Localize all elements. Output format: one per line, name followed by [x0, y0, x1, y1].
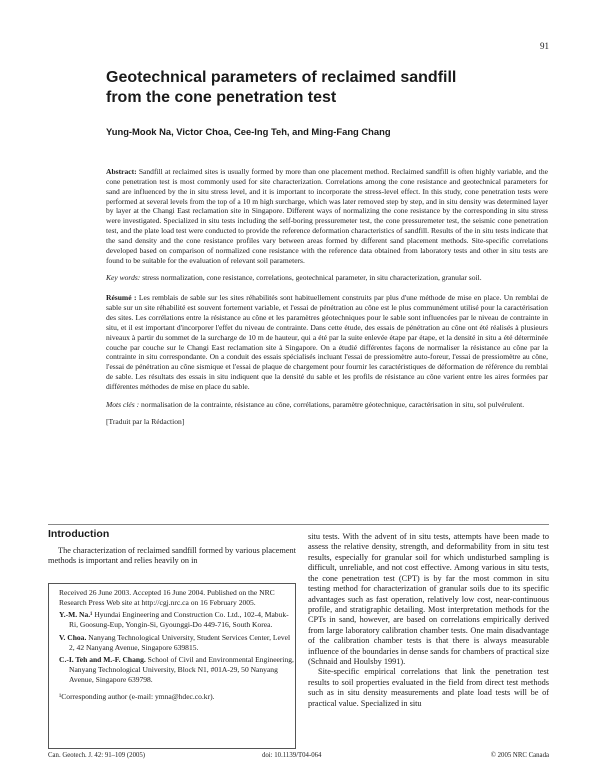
footer-citation: Can. Geotech. J. 42: 91–109 (2005): [48, 752, 146, 759]
intro-paragraph: The characterization of reclaimed sandfill formed by various placement methods is important and relies heavily on in: [48, 546, 296, 566]
section-divider: [48, 524, 549, 525]
body-paragraph-1: situ tests. With the advent of in situ tests, attempts have been made to assess the relative density, strength, and deformability from in situ test results, especially for granular soil for which undisturbed sampling is difficult, unreliable, and not cost effective. Among various in situ tests, the cone penetration test (CPT) is by far the most common in situ testing method for characterization of granular soils due to its specific advantages such as fast operation, relatively low cost, near-continuous profile, and stratigraphic detailing. Most interpretation methods for the CPTs in sand, however, are based on correlations empirically derived from large laboratory calibration chamber tests. One main disadvantage of the calibration chamber tests is that there is always measurable influence of the boundaries in dense sands for chambers of practical size (Schnaid and Houlsby 1991).: [308, 532, 549, 667]
page-number: 91: [540, 41, 549, 51]
author-list: Yung-Mook Na, Victor Choa, Cee-Ing Teh, and Ming-Fang Chang: [106, 126, 391, 137]
title-line-1: Geotechnical parameters of reclaimed sandfill: [106, 69, 457, 86]
footer-copyright: © 2005 NRC Canada: [490, 752, 549, 759]
footer-doi: doi: 10.1139/T04-064: [262, 752, 322, 759]
body-paragraph-2: Site-specific empirical correlations that link the penetration test results to soil properties evaluated in the field from direct test methods such as in situ density measurements and plate load tests will be of practical value. Specialized in situ: [308, 667, 549, 708]
keywords-text: stress normalization, cone resistance, correlations, geotechnical parameter, in situ characterization, granular soil.: [142, 273, 482, 283]
resume-paragraph: [106, 293, 548, 391]
affiliation-na: Y.-M. Na.¹ Hyundai Engineering and Construction Co. Ltd., 102-4, Mabuk-Ri, Goosung-Eup, Yongin-Si, Gyounggi-Do 449-716, South Korea.: [59, 610, 289, 630]
page-footer: [48, 752, 549, 762]
abstract-text: Sandfill at reclaimed sites is usually formed by more than one placement method. Reclaimed sandfill is often highly variable, and the cone penetration test is most commonly used for site characterization. Correlations among the cone resistance and geotechnical parameters for sand are influenced by the in situ stress level, and it is important to incorporate the stress-level effect. In this study, cone penetration tests were performed at several levels from the top of a 10 m high surcharge, which was later removed step by step, and in situ density was determined layer by layer at the Changi East reclamation site in Singapore. Different ways of normalizing the cone resistance by the corresponding in situ stress were investigated. Specialized in situ tests including the self-boring pressuremeter test, the cone pressuremeter test, the seismic cone penetration test, and the plate load test were conducted to provide the reference deformation characteristics of sandfill. Results of the in situ tests indicate that the sand density and the cone resistance profiles vary between areas formed by different sand placement methods. Site-specific correlations developed based on comparison of normalized cone resistance with the reference data obtained from laboratory tests and other in situ tests are found to be suitable for the evaluation of relevant soil parameters.: [106, 167, 549, 265]
introduction-text: [48, 546, 296, 567]
abstract-label: Abstract:: [106, 167, 137, 176]
resume-text: Les remblais de sable sur les sites réhabilités sont habituellement construits par plus d'une méthode de mise en place. Un remblai de sable sur un site réhabilité est souvent fortement variable, et l'essai de pénétration au cône est le plus communément utilisé pour la caractérisation des sites. Les corrélations entre la résistance au cône et les paramètres géotechniques pour le sable sont influencées par le niveau de contrainte in situ, et il est important d'incorporer l'effet du niveau de contrainte. Dans cette étude, des essais de pénétration au cône ont été réalisés à plusieurs niveaux à partir du sommet de la surcharge de 10 m de hauteur, qui a été par la suite enlevée étape par étape, et la densité in situ a été déterminée couche par couche sur le Changi East reclamation site à Singapore. On a étudié différentes façons de normaliser la résistance au cône par la contrainte in situ correspondante. On a conduit des essais spécialisés incluant l'essai de pressiomètre auto-foreur, l'essai de pressiomètre au cône, l'essai de pénétration au cône sismique et l'essai de plaque de chargement pour fournir les caractéristiques de déformation de référence du remblai de sable. Les résultats des essais in situ indiquent que la densité du sable et les profils de résistance au cône varient entre les aires formées par différentes méthodes de mise en place du sable.: [106, 293, 548, 391]
right-column-text: [308, 532, 549, 709]
motscles-label: Mots clés :: [106, 399, 140, 409]
resume-label: Résumé :: [106, 293, 137, 303]
keywords-paragraph: [106, 273, 548, 283]
received-note: Received 26 June 2003. Accepted 16 June 2004. Published on the NRC Research Press Web site at http://cgj.nrc.ca on 16 February 2005.: [59, 588, 275, 607]
affiliation-choa: V. Choa. Nanyang Technological University, Student Services Center, Level 2, 42 Nanyang Avenue, Singapore 639815.: [59, 632, 291, 652]
affiliation-teh-chang: C.-I. Teh and M.-F. Chang. School of Civil and Environmental Engineering, Nanyang Technological University, Block N1, #01A-29, 50 Nanyang Avenue, Singapore 639798.: [59, 655, 294, 684]
motscles-paragraph: [106, 400, 548, 410]
title-line-2: from the cone penetration test: [106, 89, 337, 106]
keywords-label: Key words:: [106, 273, 141, 283]
corresponding-author-note: ¹Corresponding author (e-mail: ymna@hdec.co.kr).: [59, 692, 215, 702]
paper-title: [106, 68, 526, 108]
abstract-section: [106, 167, 548, 426]
author-notes-box: [48, 583, 296, 749]
introduction-heading: Introduction: [48, 528, 110, 540]
translation-note: [Traduit par la Rédaction]: [106, 416, 185, 426]
abstract-paragraph: [106, 167, 548, 265]
motscles-text: normalisation de la contrainte, résistance au cône, corrélations, paramètre géotechnique, caractérisation in situ, sol pulvérulent.: [141, 399, 525, 409]
